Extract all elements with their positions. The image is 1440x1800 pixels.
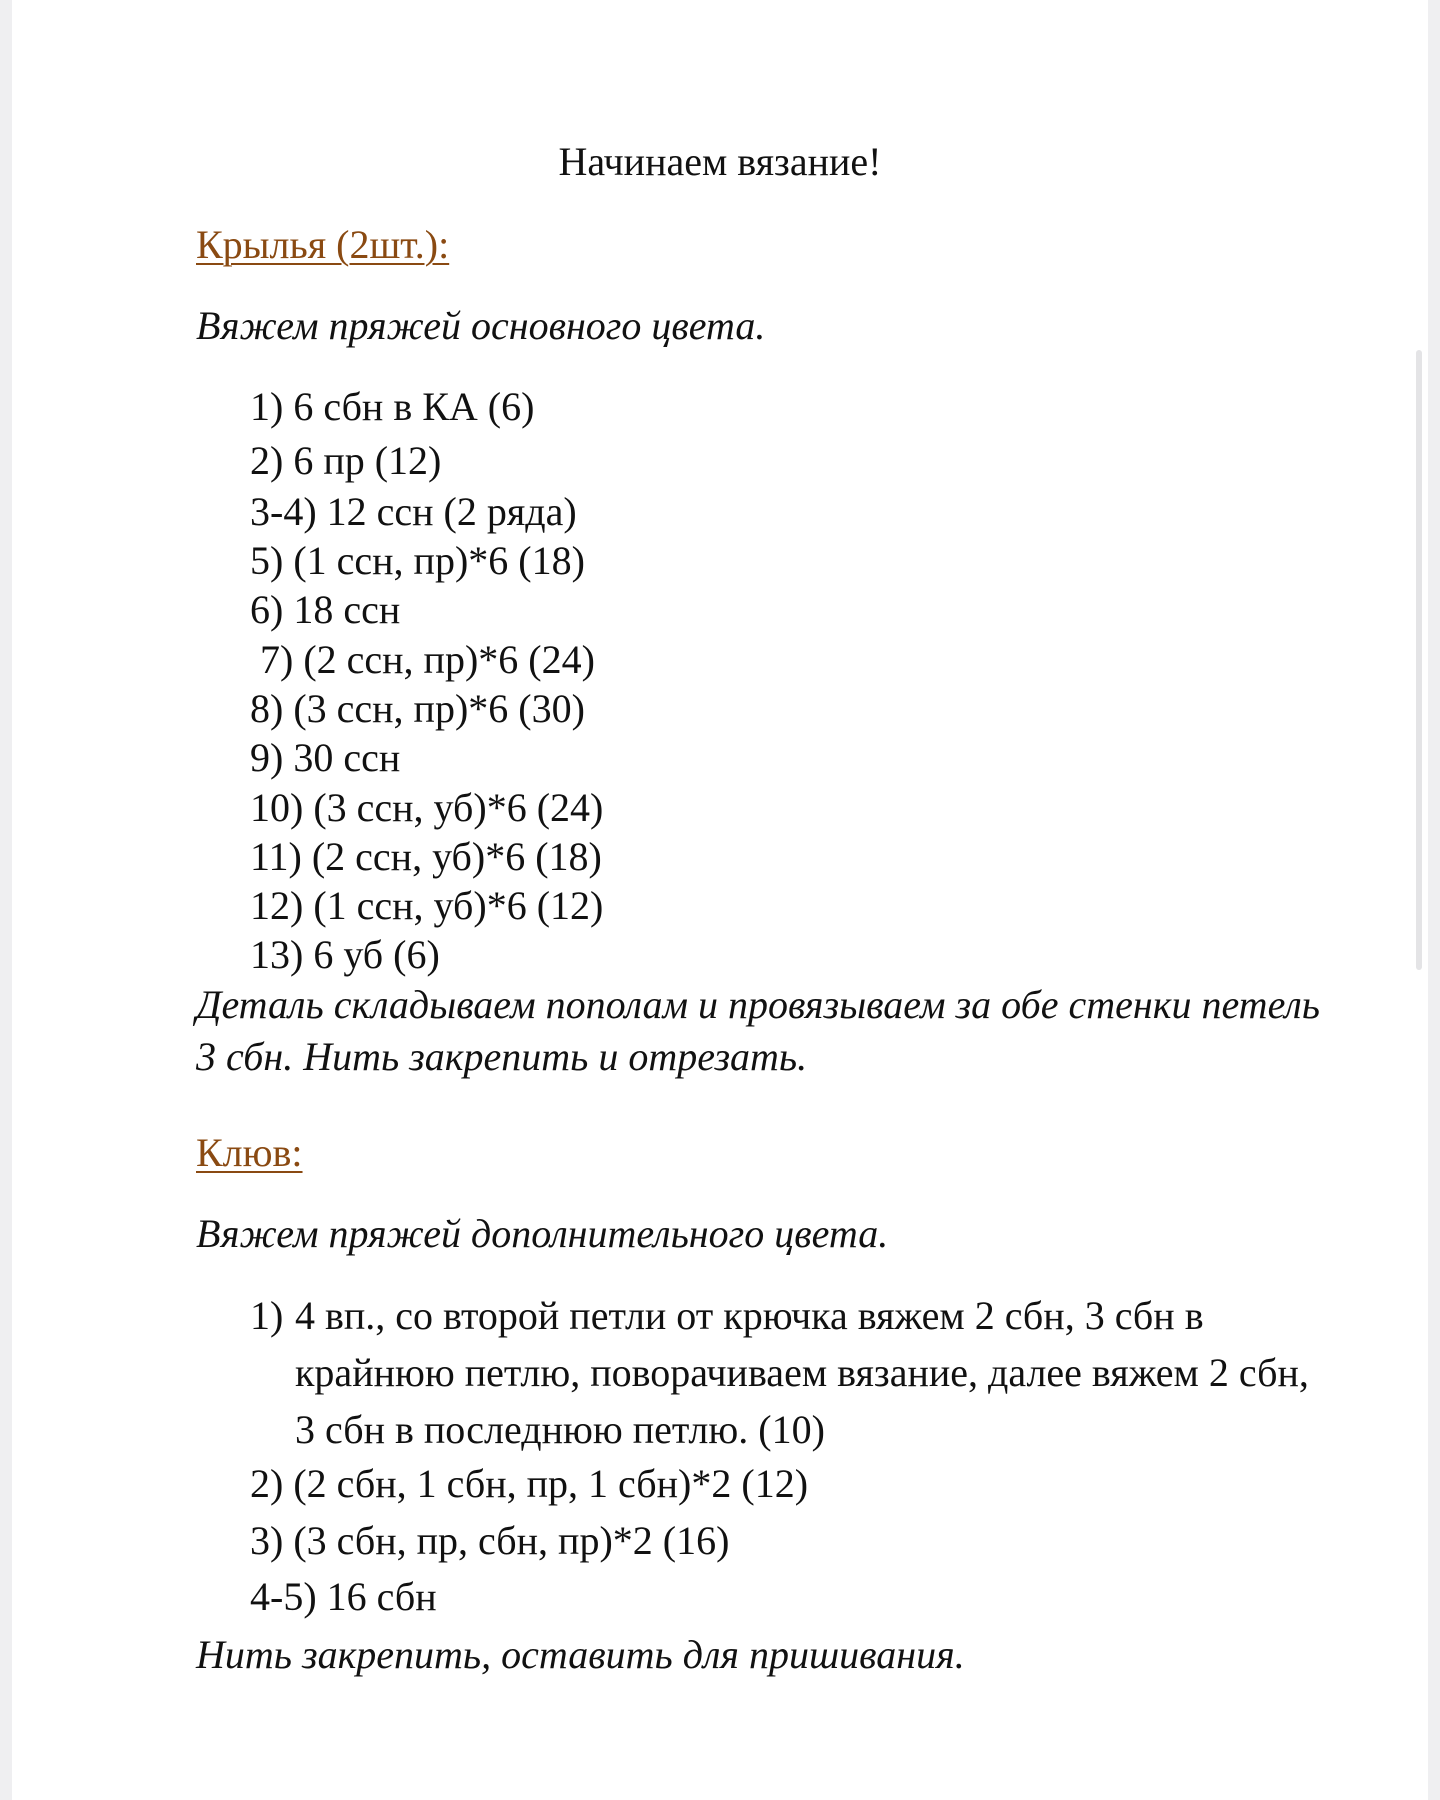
wings-row: 12) (1 ссн, уб)*6 (12) xyxy=(250,883,604,928)
wings-row: 7) (2 ссн, пр)*6 (24) xyxy=(260,637,595,682)
wings-note: Деталь складываем пополам и провязываем за обе стенки петель 3 сбн. Нить закрепить и отрезать. xyxy=(196,982,1320,1079)
beak-row: 2) (2 сбн, 1 сбн, пр, 1 сбн)*2 (12) xyxy=(250,1461,809,1506)
wings-row: 5) (1 ссн, пр)*6 (18) xyxy=(250,538,585,583)
wings-row: 13) 6 уб (6) xyxy=(250,932,440,977)
wings-row: 6) 18 ссн xyxy=(250,587,401,632)
wings-intro: Вяжем пряжей основного цвета. xyxy=(196,303,766,348)
page-title: Начинаем вязание! xyxy=(558,139,882,184)
wings-row: 8) (3 ссн, пр)*6 (30) xyxy=(250,686,585,731)
beak-intro: Вяжем пряжей дополнительного цвета. xyxy=(196,1211,889,1256)
wings-row: 11) (2 ссн, уб)*6 (18) xyxy=(250,834,602,879)
wings-row: 3-4) 12 ссн (2 ряда) xyxy=(250,489,577,534)
document-page xyxy=(12,0,1428,1800)
wings-row: 10) (3 ссн, уб)*6 (24) xyxy=(250,785,604,830)
beak-heading: Клюв: xyxy=(196,1130,303,1175)
beak-row-number: 1) xyxy=(250,1293,284,1338)
scrollbar[interactable] xyxy=(1416,350,1422,970)
beak-row: 4-5) 16 сбн xyxy=(250,1574,437,1619)
wings-row: 2) 6 пр (12) xyxy=(250,438,442,483)
beak-row-text: 4 вп., со второй петли от крючка вяжем 2 сбн, 3 сбн в крайнюю петлю, поворачиваем вязание, далее вяжем 2 сбн, 3 сбн в последнюю петлю. (10) xyxy=(295,1293,1309,1452)
beak-row: 3) (3 сбн, пр, сбн, пр)*2 (16) xyxy=(250,1518,730,1563)
wings-row: 1) 6 сбн в КА (6) xyxy=(250,384,535,429)
wings-heading: Крылья (2шт.): xyxy=(196,222,450,267)
beak-note: Нить закрепить, оставить для пришивания. xyxy=(196,1632,965,1677)
wings-row: 9) 30 ссн xyxy=(250,735,401,780)
beak-row xyxy=(250,1287,1310,1452)
